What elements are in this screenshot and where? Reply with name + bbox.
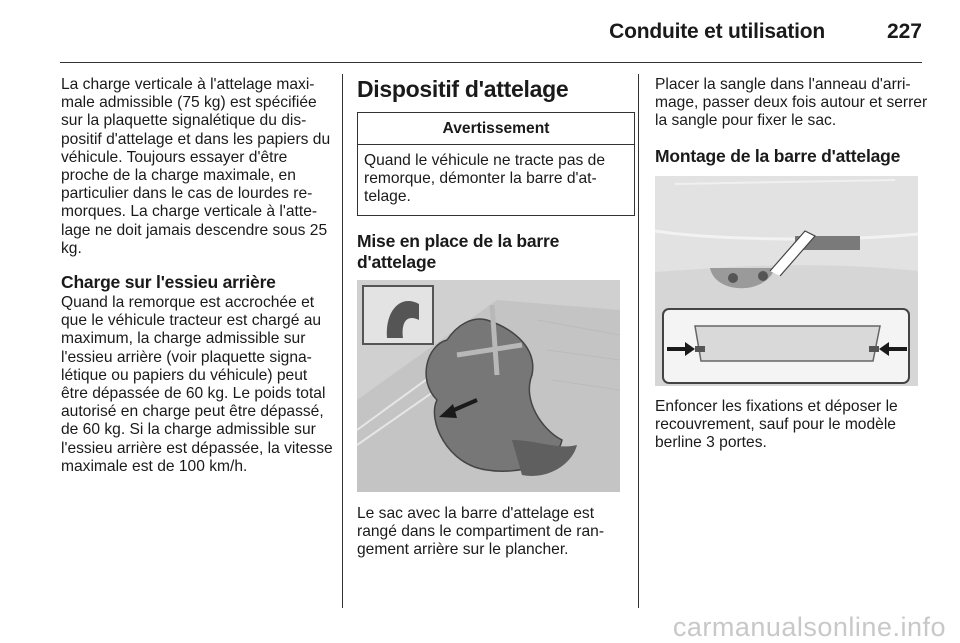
- right-column: [655, 76, 933, 167]
- middle-caption-block: [357, 505, 632, 560]
- figure-caption: Enfoncer les fixations et déposer le recouvrement, sauf pour le modèle berline 3 portes.: [655, 398, 898, 452]
- column-divider: [638, 74, 639, 608]
- warning-box: [357, 112, 635, 216]
- subheading: Montage de la barre d'attelage: [655, 145, 901, 166]
- warning-title: Avertissement: [358, 113, 634, 145]
- watermark-text: carmanualsonline.info: [672, 612, 946, 642]
- towbar-bag-drawing: [357, 280, 620, 492]
- section-title: Conduite et utilisation: [609, 20, 825, 43]
- right-caption-block: [655, 398, 930, 453]
- header-divider: [60, 62, 922, 63]
- paragraph: La charge verticale à l'attelage maximale admissible (75 kg) est spécifiée sur la plaquette signalétique du dispositif d'attelage et dans les papiers du véhicule. Toujours essayer d'être proche de la charge maximale, en particulier dans le cas de lourdes remorques. La charge verticale à l'attelage ne doit jamais descendre sous 25 kg.: [61, 76, 331, 257]
- towbar-bag-illustration: [357, 280, 620, 492]
- middle-column: [357, 76, 637, 273]
- warning-text: Quand le véhicule ne tracte pas de remorque, démonter la barre d'attelage.: [364, 152, 605, 206]
- column-divider: [342, 74, 343, 608]
- figure-caption: Le sac avec la barre d'attelage est rangé dans le compartiment de rangement arrière sur le plancher.: [357, 505, 605, 559]
- paragraph: Placer la sangle dans l'anneau d'arrimage, passer deux fois autour et serrer la sangle pour fixer le sac.: [655, 76, 928, 130]
- towbar-cover-illustration: [655, 176, 918, 386]
- paragraph: Quand la remorque est accrochée et que le véhicule tracteur est chargé au maximum, la charge admissible sur l'essieu arrière (voir plaquette signalétique ou papiers du véhicule) peut être dépassée de 60 kg. Le poids total autorisé en charge peut être dépassé, de 60 kg. Si la charge admissible sur l'essieu arrière est dépassée, la vitesse maximale est de 100 km/h.: [61, 294, 333, 475]
- page-number: 227: [886, 20, 922, 43]
- page-heading: Dispositif d'attelage: [357, 76, 569, 102]
- section-heading: Charge sur l'essieu arrière: [61, 272, 276, 293]
- subheading: Mise en place de la barre d'attelage: [357, 230, 560, 272]
- left-column: [61, 76, 333, 476]
- towbar-cover-drawing: [655, 176, 918, 386]
